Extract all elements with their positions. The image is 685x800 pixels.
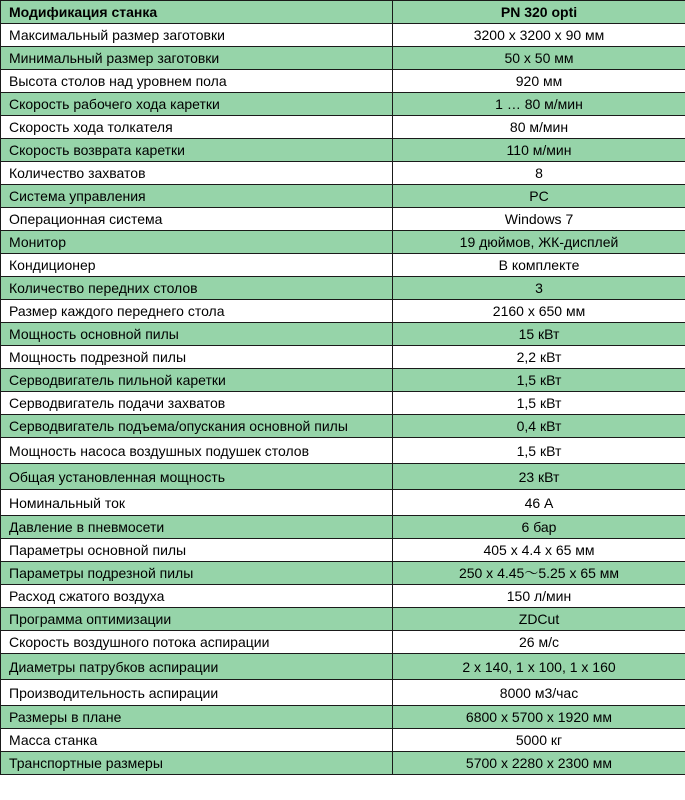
row-parameter: Масса станка <box>1 729 393 752</box>
row-parameter: Минимальный размер заготовки <box>1 47 393 70</box>
table-row <box>1 392 685 415</box>
table-row <box>1 369 685 392</box>
header-parameter: Модификация станка <box>1 1 393 24</box>
row-parameter: Программа оптимизации <box>1 608 393 631</box>
table-row <box>1 24 685 47</box>
row-parameter: Мощность насоса воздушных подушек столов <box>1 438 393 464</box>
row-value: ZDCut <box>393 608 685 631</box>
table-row <box>1 162 685 185</box>
row-parameter: Серводвигатель подъема/опускания основной пилы <box>1 415 393 438</box>
row-parameter: Номинальный ток <box>1 490 393 516</box>
table-row <box>1 185 685 208</box>
row-value: 8000 м3/час <box>393 680 685 706</box>
table-row <box>1 116 685 139</box>
row-value: 26 м/с <box>393 631 685 654</box>
row-value: 5700 x 2280 x 2300 мм <box>393 752 685 775</box>
row-value: 46 А <box>393 490 685 516</box>
table-row <box>1 231 685 254</box>
table-row <box>1 300 685 323</box>
row-parameter: Диаметры патрубков аспирации <box>1 654 393 680</box>
row-value: 15 кВт <box>393 323 685 346</box>
table-row <box>1 208 685 231</box>
table-row <box>1 438 685 464</box>
row-parameter: Общая установленная мощность <box>1 464 393 490</box>
table-row <box>1 346 685 369</box>
row-value: 2 x 140, 1 x 100, 1 x 160 <box>393 654 685 680</box>
row-value: 6800 x 5700 x 1920 мм <box>393 706 685 729</box>
table-row <box>1 654 685 680</box>
header-model: PN 320 opti <box>393 1 685 24</box>
row-parameter: Параметры основной пилы <box>1 539 393 562</box>
row-value: 1 … 80 м/мин <box>393 93 685 116</box>
row-parameter: Скорость возврата каретки <box>1 139 393 162</box>
row-value: 3200 x 3200 x 90 мм <box>393 24 685 47</box>
row-parameter: Мощность подрезной пилы <box>1 346 393 369</box>
row-parameter: Размер каждого переднего стола <box>1 300 393 323</box>
row-parameter: Мощность основной пилы <box>1 323 393 346</box>
row-parameter: Серводвигатель подачи захватов <box>1 392 393 415</box>
row-parameter: Расход сжатого воздуха <box>1 585 393 608</box>
table-row <box>1 254 685 277</box>
table-row <box>1 415 685 438</box>
row-value: 23 кВт <box>393 464 685 490</box>
row-value: 110 м/мин <box>393 139 685 162</box>
row-value: 2160 x 650 мм <box>393 300 685 323</box>
row-value: 3 <box>393 277 685 300</box>
row-value: 50 x 50 мм <box>393 47 685 70</box>
row-parameter: Высота столов над уровнем пола <box>1 70 393 93</box>
row-value: 250 x 4.45～5.25 x 65 мм <box>393 562 685 585</box>
table-row <box>1 585 685 608</box>
table-row <box>1 464 685 490</box>
row-parameter: Транспортные размеры <box>1 752 393 775</box>
row-parameter: Система управления <box>1 185 393 208</box>
row-value: 1,5 кВт <box>393 369 685 392</box>
table-row <box>1 680 685 706</box>
row-parameter: Размеры в плане <box>1 706 393 729</box>
table-row <box>1 631 685 654</box>
table-row <box>1 608 685 631</box>
row-value: 920 мм <box>393 70 685 93</box>
row-value: 6 бар <box>393 516 685 539</box>
table-row <box>1 516 685 539</box>
row-value: 150 л/мин <box>393 585 685 608</box>
row-parameter: Скорость хода толкателя <box>1 116 393 139</box>
row-parameter: Параметры подрезной пилы <box>1 562 393 585</box>
row-value: 8 <box>393 162 685 185</box>
table-row <box>1 47 685 70</box>
row-value: PC <box>393 185 685 208</box>
row-value: 19 дюймов, ЖК-дисплей <box>393 231 685 254</box>
row-parameter: Монитор <box>1 231 393 254</box>
row-value: 405 x 4.4 x 65 мм <box>393 539 685 562</box>
table-row <box>1 729 685 752</box>
row-parameter: Давление в пневмосети <box>1 516 393 539</box>
row-parameter: Скорость воздушного потока аспирации <box>1 631 393 654</box>
table-row <box>1 752 685 775</box>
table-row <box>1 93 685 116</box>
row-parameter: Производительность аспирации <box>1 680 393 706</box>
table-row <box>1 539 685 562</box>
row-value: 5000 кг <box>393 729 685 752</box>
table-row <box>1 706 685 729</box>
row-parameter: Количество передних столов <box>1 277 393 300</box>
row-parameter: Скорость рабочего хода каретки <box>1 93 393 116</box>
row-parameter: Операционная система <box>1 208 393 231</box>
row-parameter: Кондиционер <box>1 254 393 277</box>
row-value: 0,4 кВт <box>393 415 685 438</box>
table-row <box>1 139 685 162</box>
row-parameter: Максимальный размер заготовки <box>1 24 393 47</box>
row-parameter: Серводвигатель пильной каретки <box>1 369 393 392</box>
row-value: Windows 7 <box>393 208 685 231</box>
row-value: 1,5 кВт <box>393 392 685 415</box>
row-value: В комплекте <box>393 254 685 277</box>
table-row <box>1 490 685 516</box>
row-parameter: Количество захватов <box>1 162 393 185</box>
table-row <box>1 70 685 93</box>
table-row <box>1 323 685 346</box>
row-value: 2,2 кВт <box>393 346 685 369</box>
table-row <box>1 277 685 300</box>
row-value: 80 м/мин <box>393 116 685 139</box>
table-header-row <box>1 1 685 24</box>
table-row <box>1 562 685 585</box>
row-value: 1,5 кВт <box>393 438 685 464</box>
